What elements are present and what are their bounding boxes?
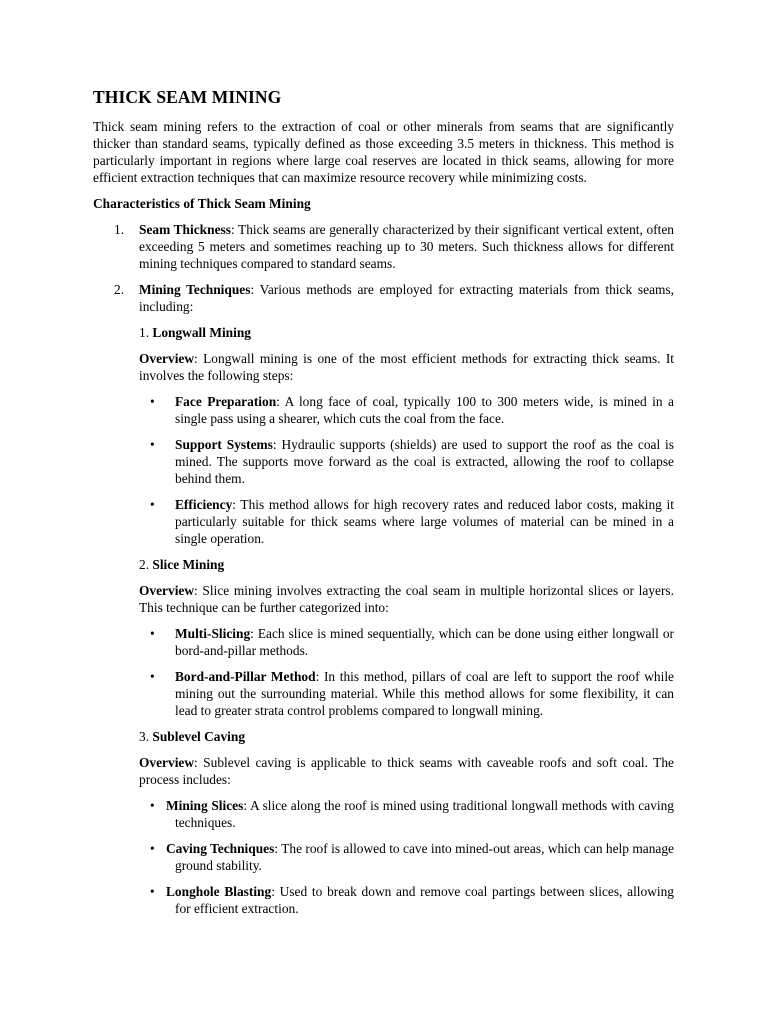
bullet-face-preparation: • Face Preparation: A long face of coal, typically 100 to 300 meters wide, is mined in a single pass using a shearer, which cuts the coal from the face. (150, 394, 674, 426)
overview-sublevel: Overview: Sublevel caving is applicable to thick seams with caveable roofs and soft coal. The process includes: (139, 755, 674, 787)
bullet-dot: • (150, 437, 155, 452)
bullet-dot: • (150, 497, 155, 512)
characteristics-heading: Characteristics of Thick Seam Mining (93, 196, 311, 211)
bullet-dot: • (150, 841, 155, 856)
bullet-dot: • (150, 394, 155, 409)
bullet-longhole-blasting: • Longhole Blasting: Used to break down and remove coal partings between slices, allowing for efficient extraction. (150, 884, 674, 916)
item-text: : Various methods are employed for extracting materials from thick seams, including: (139, 282, 674, 314)
subheading-sublevel-caving: 3. Sublevel Caving (139, 729, 246, 744)
bullet-dot: • (150, 884, 155, 899)
subheading-longwall-mining: 1. Longwall Mining (139, 325, 251, 340)
bullet-mining-slices: • Mining Slices: A slice along the roof is mined using traditional longwall methods with caving techniques. (150, 798, 674, 830)
bullet-bord-and-pillar: • Bord-and-Pillar Method: In this method, pillars of coal are left to support the roof while mining out the surrounding material. While this method allows for some flexibility, it can lead to greater strata control problems compared to longwall mining. (150, 669, 674, 718)
overview-slice: Overview: Slice mining involves extracting the coal seam in multiple horizontal slices or layers. This technique can be further categorized into: (139, 583, 674, 615)
document-body (93, 86, 674, 926)
bullet-dot: • (150, 626, 155, 641)
item-number: 2. (114, 282, 125, 297)
bullet-dot: • (150, 798, 155, 813)
page-title: THICK SEAM MINING (93, 87, 282, 107)
intro-paragraph: Thick seam mining refers to the extraction of coal or other minerals from seams that are significantly thicker than standard seams, typically defined as those exceeding 3.5 meters in thickness. This method is particularly important in regions where large coal reserves are located in thick seams, allowing for more efficient extraction techniques that can maximize resource recovery while minimizing costs. (93, 119, 674, 185)
item-number: 1. (114, 222, 125, 237)
bullet-caving-techniques: • Caving Techniques: The roof is allowed to cave into mined-out areas, which can help manage ground stability. (150, 841, 674, 873)
bullet-support-systems: • Support Systems: Hydraulic supports (shields) are used to support the roof as the coal is mined. The supports move forward as the coal is extracted, allowing the roof to collapse behind them. (150, 437, 674, 486)
subheading-slice-mining: 2. Slice Mining (139, 557, 225, 572)
bullet-dot: • (150, 669, 155, 684)
bullet-efficiency: • Efficiency: This method allows for high recovery rates and reduced labor costs, making it particularly suitable for thick seams where large volumes of material can be mined in a single operation. (150, 497, 674, 546)
item-term: Mining Techniques (139, 282, 251, 297)
item-text: : Thick seams are generally characterized by their significant vertical extent, often exceeding 5 meters and sometimes reaching up to 30 meters. Such thickness allows for different mining techniques compared to standard seams. (139, 222, 674, 271)
overview-longwall: Overview: Longwall mining is one of the most efficient methods for extracting thick seams. It involves the following steps: (139, 351, 674, 383)
numbered-item-seam-thickness (93, 221, 674, 272)
item-term: Seam Thickness (139, 222, 231, 237)
bullet-multi-slicing: • Multi-Slicing: Each slice is mined sequentially, which can be done using either longwall or bord-and-pillar methods. (150, 626, 674, 658)
numbered-item-mining-techniques (93, 281, 674, 315)
